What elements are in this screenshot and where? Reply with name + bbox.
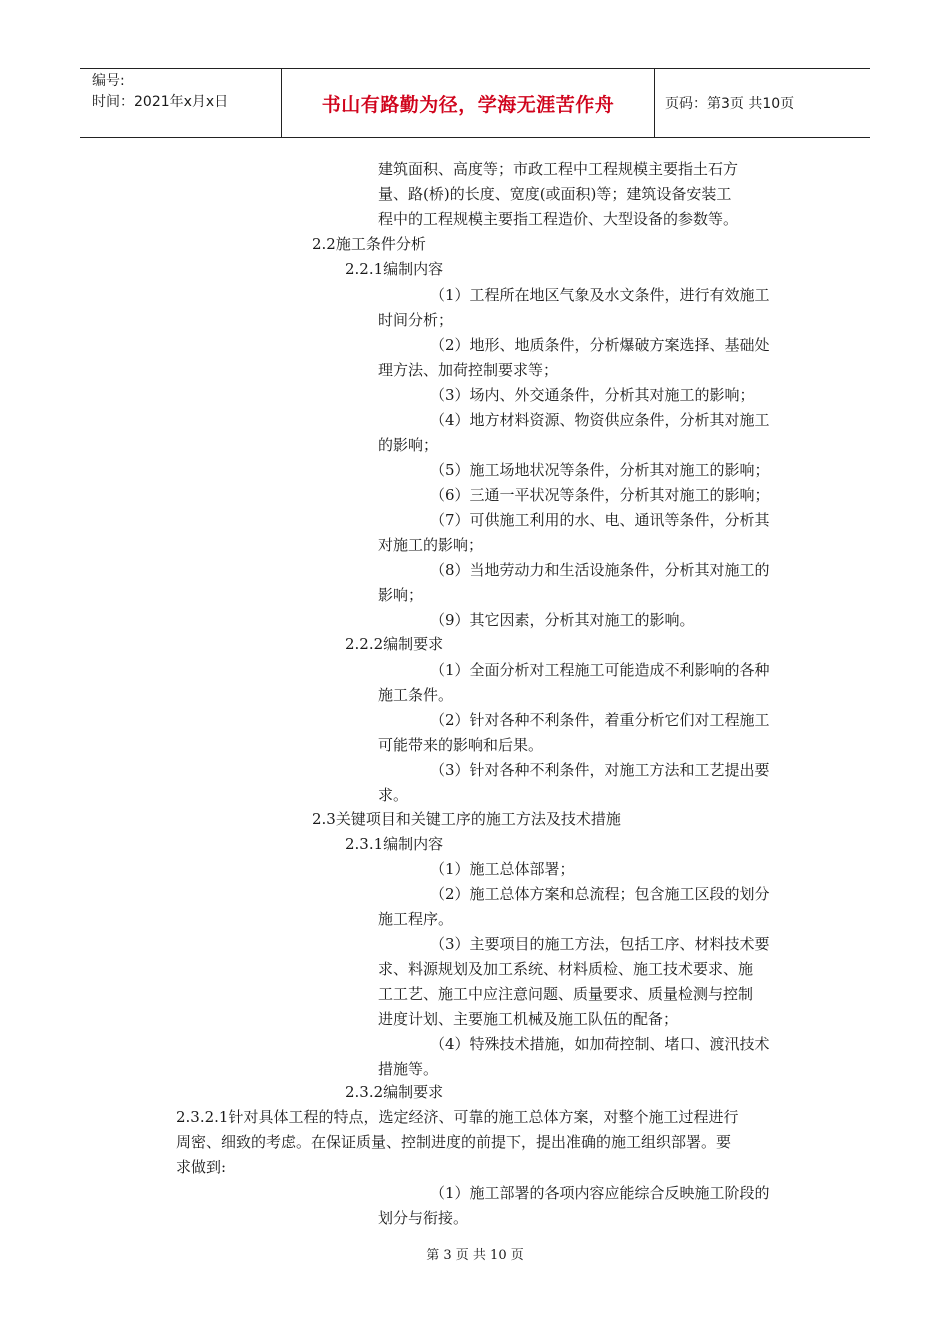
list-item: （9）其它因素，分析其对施工的影响。 xyxy=(430,611,695,629)
list-item-continuation: 可能带来的影响和后果。 xyxy=(378,736,544,754)
header-page-cell xyxy=(655,69,870,137)
list-item-continuation: 划分与衔接。 xyxy=(378,1209,469,1227)
list-item: （3）主要项目的施工方法，包括工序、材料技术要 xyxy=(430,935,770,953)
list-item: （1）工程所在地区气象及水文条件，进行有效施工 xyxy=(430,286,770,304)
list-item: （1）施工部署的各项内容应能综合反映施工阶段的 xyxy=(430,1184,770,1202)
list-item-continuation: 求。 xyxy=(378,786,409,804)
list-item-continuation: 的影响； xyxy=(378,436,439,454)
list-item: （2）针对各种不利条件，着重分析它们对工程施工 xyxy=(430,711,770,729)
subsection-heading: 2.3.1编制内容 xyxy=(345,835,444,853)
list-item: （4）特殊技术措施，如加荷控制、堵口、渡汛技术 xyxy=(430,1035,770,1053)
body-line: 建筑面积、高度等；市政工程中工程规模主要指土石方 xyxy=(378,160,739,178)
document-number-label: 编号: xyxy=(92,73,125,89)
list-item: （5）施工场地状况等条件，分析其对施工的影响； xyxy=(430,461,770,479)
section-heading: 2.3关键项目和关键工序的施工方法及技术措施 xyxy=(312,810,621,828)
subsection-heading: 2.2.2编制要求 xyxy=(345,635,444,653)
header-left-cell xyxy=(80,69,281,137)
header-motto-cell xyxy=(281,69,655,137)
body-line: 量、路(桥)的长度、宽度(或面积)等；建筑设备安装工 xyxy=(378,185,732,203)
document-date: 时间：2021年x月x日 xyxy=(92,94,229,110)
subsection-heading: 2.3.2编制要求 xyxy=(345,1083,444,1101)
list-item-continuation: 施工条件。 xyxy=(378,686,454,704)
subsection-heading: 2.2.1编制内容 xyxy=(345,260,444,278)
list-item: （2）施工总体方案和总流程；包含施工区段的划分 xyxy=(430,885,770,903)
list-item-continuation: 措施等。 xyxy=(378,1060,439,1078)
list-item: （4）地方材料资源、物资供应条件，分析其对施工 xyxy=(430,411,770,429)
list-item-continuation: 工工艺、施工中应注意问题、质量要求、质量检测与控制 xyxy=(378,985,754,1003)
list-item-continuation: 施工程序。 xyxy=(378,910,454,928)
list-item: （6）三通一平状况等条件，分析其对施工的影响； xyxy=(430,486,770,504)
section-heading: 2.2施工条件分析 xyxy=(312,235,426,253)
list-item-continuation: 理方法、加荷控制要求等； xyxy=(378,361,559,379)
page-footer: 第 3 页 共 10 页 xyxy=(426,1248,524,1263)
body-line: 程中的工程规模主要指工程造价、大型设备的参数等。 xyxy=(378,210,739,228)
list-item-continuation: 进度计划、主要施工机械及施工队伍的配备； xyxy=(378,1010,679,1028)
list-item-continuation: 影响； xyxy=(378,586,424,604)
list-item: （8）当地劳动力和生活设施条件，分析其对施工的 xyxy=(430,561,770,579)
list-item: （1）全面分析对工程施工可能造成不利影响的各种 xyxy=(430,661,770,679)
list-item: （3）场内、外交通条件，分析其对施工的影响； xyxy=(430,386,755,404)
header-table xyxy=(80,68,870,138)
list-item: （7）可供施工利用的水、电、通讯等条件，分析其 xyxy=(430,511,770,529)
header-page-info: 页码：第3页 共10页 xyxy=(665,96,795,112)
paragraph-line: 2.3.2.1针对具体工程的特点，选定经济、可靠的施工总体方案，对整个施工过程进行 xyxy=(176,1108,739,1126)
list-item-continuation: 时间分析； xyxy=(378,311,454,329)
header-motto: 书山有路勤为径，学海无涯苦作舟 xyxy=(321,93,615,116)
list-item-continuation: 求、料源规划及加工系统、材料质检、施工技术要求、施 xyxy=(378,960,754,978)
list-item: （3）针对各种不利条件，对施工方法和工艺提出要 xyxy=(430,761,770,779)
list-item: （1）施工总体部署； xyxy=(430,860,575,878)
list-item-continuation: 对施工的影响； xyxy=(378,536,484,554)
paragraph-line: 周密、细致的考虑。在保证质量、控制进度的前提下，提出准确的施工组织部署。要 xyxy=(176,1133,732,1151)
paragraph-line: 求做到: xyxy=(176,1158,227,1176)
list-item: （2）地形、地质条件，分析爆破方案选择、基础处 xyxy=(430,336,770,354)
